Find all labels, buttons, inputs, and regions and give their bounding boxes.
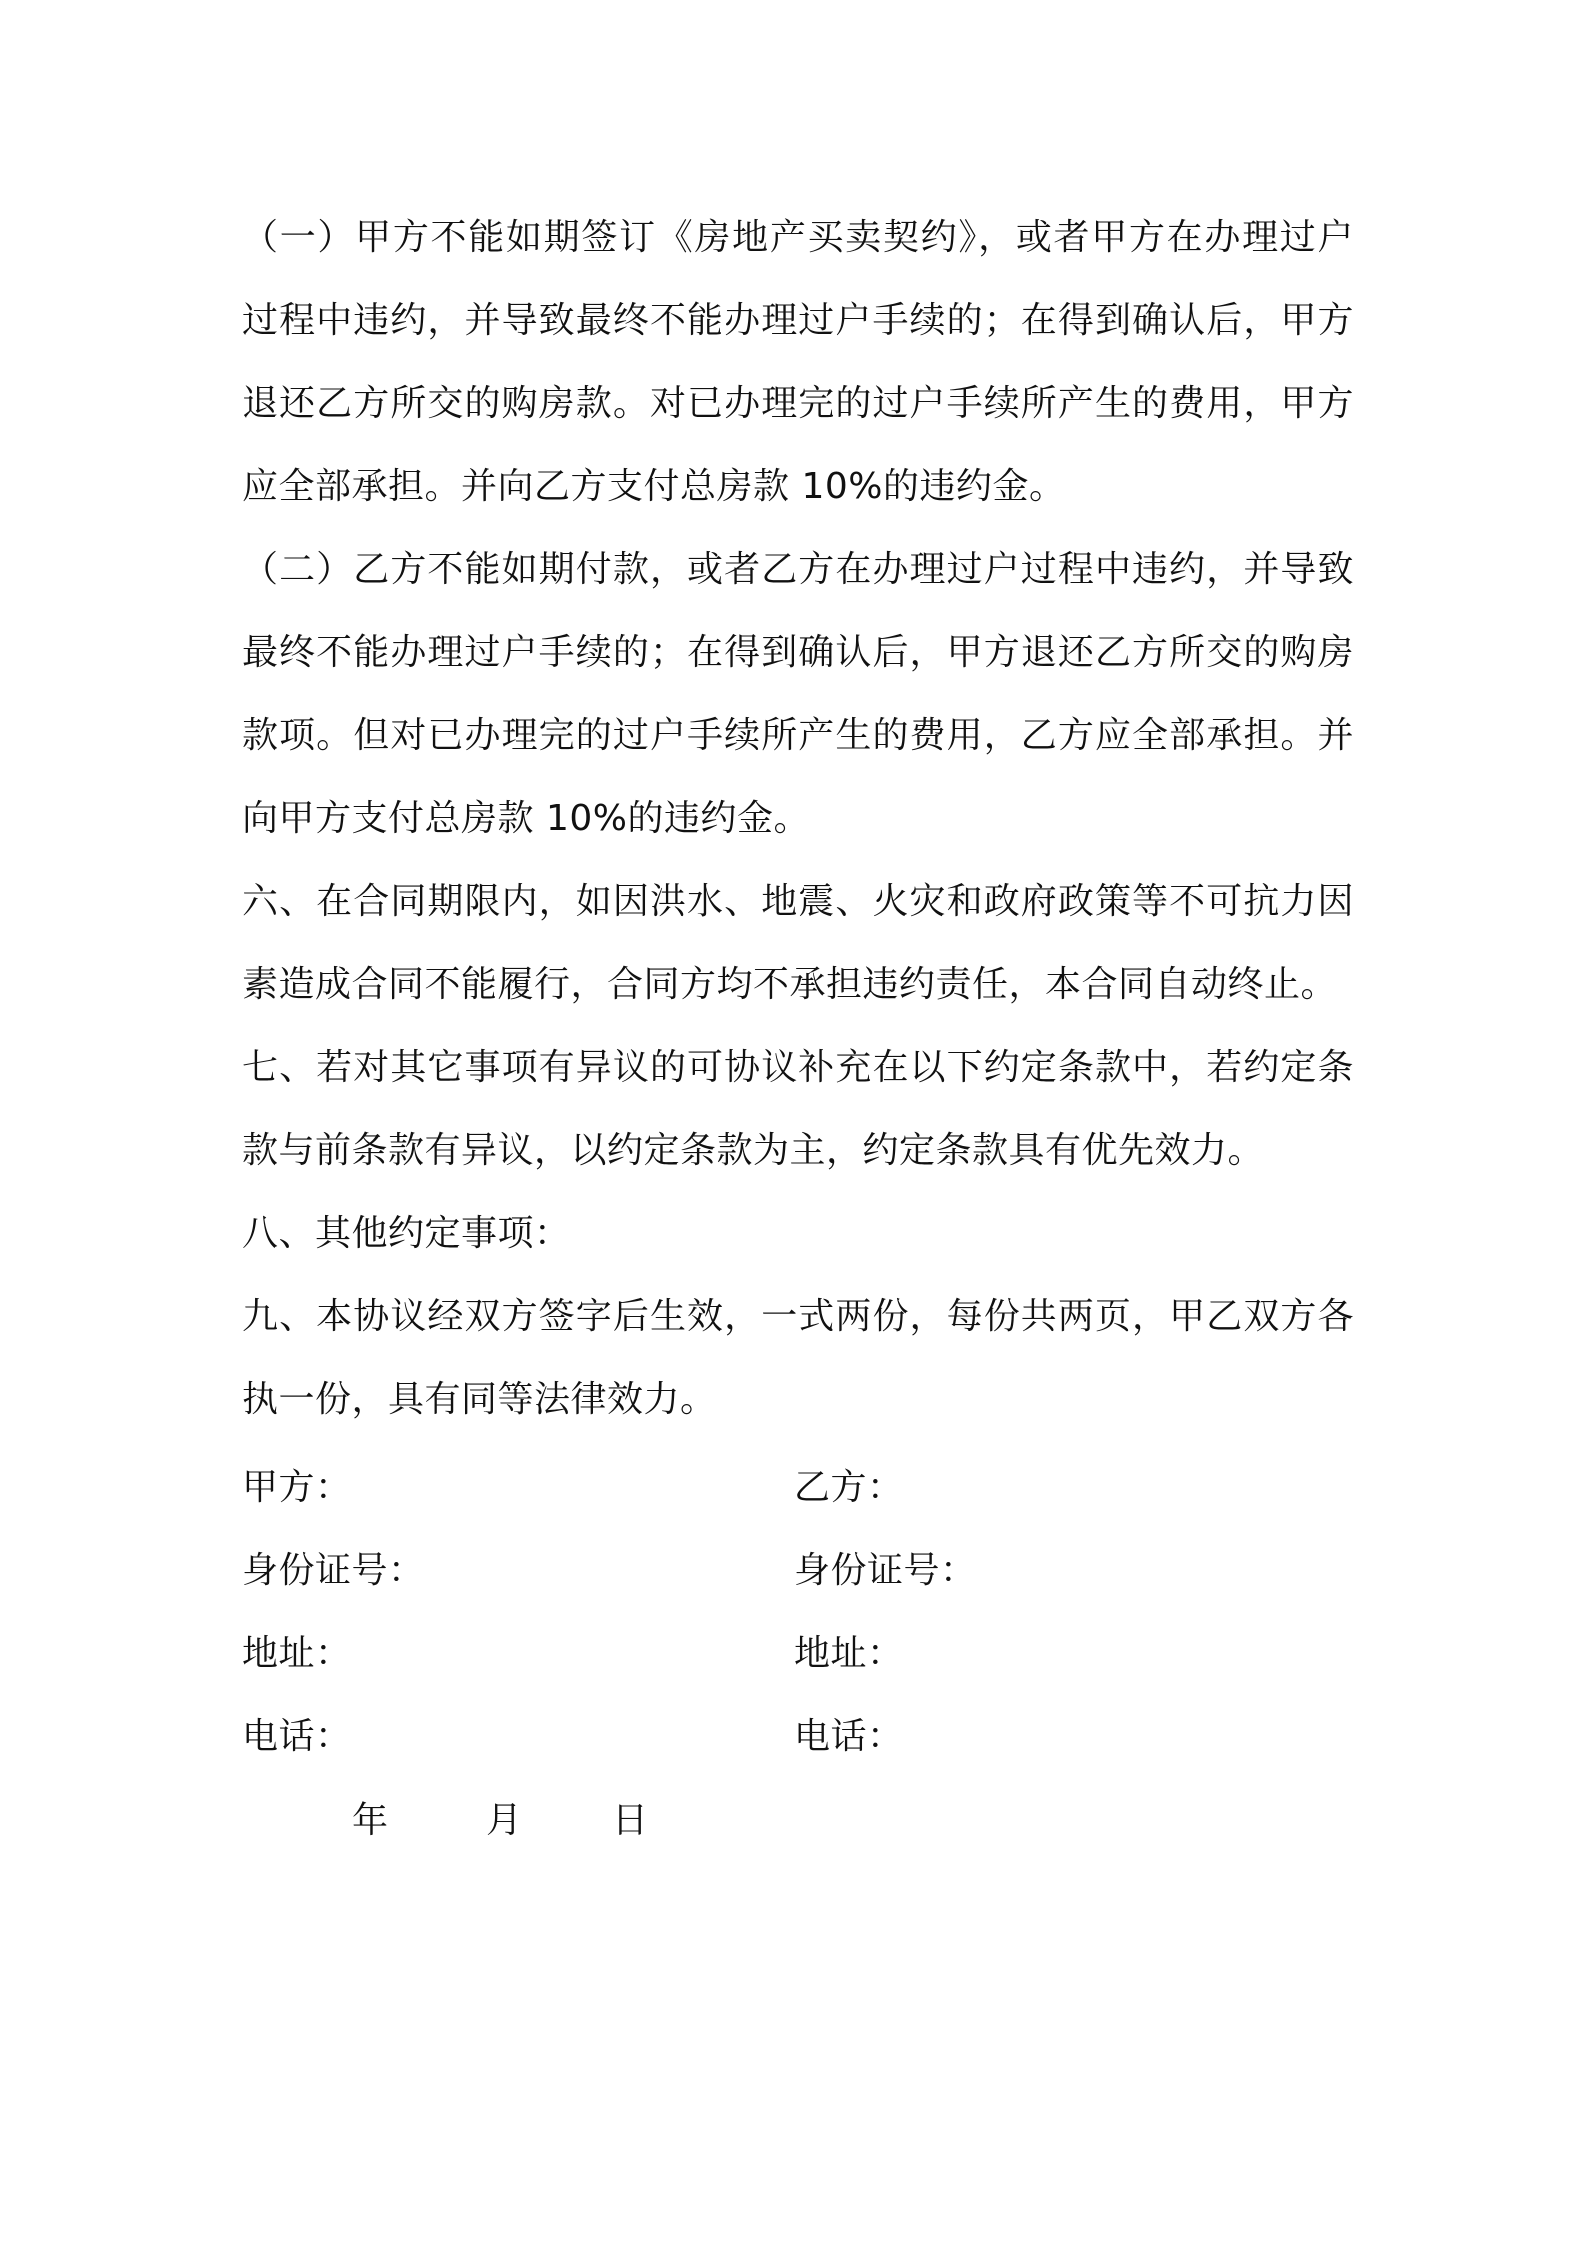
- signature-row-id: [242, 1529, 1354, 1612]
- contract-body: [242, 196, 1354, 1441]
- signing-date: [352, 1779, 672, 1862]
- party-a-id-label: 身份证号：: [242, 1550, 425, 1591]
- party-b-name-label: 乙方：: [794, 1467, 904, 1508]
- date-day-label: 日: [612, 1800, 649, 1841]
- party-b-id-label: 身份证号：: [794, 1550, 977, 1591]
- party-a-address-label: 地址：: [242, 1633, 352, 1674]
- party-b-phone-label: 电话：: [794, 1716, 904, 1757]
- date-month-label: 月: [486, 1800, 523, 1841]
- clause-eight-other-matters: 八、其他约定事项：: [242, 1213, 571, 1254]
- clause-seven-supplementary: 七、若对其它事项有异议的可协议补充在以下约定条款中，若约定条款与前条款有异议，以约定条款为主，约定条款具有优先效力。: [242, 1047, 1354, 1171]
- signature-row-phone: [242, 1695, 1354, 1778]
- clause-nine-effectiveness: 九、本协议经双方签字后生效，一式两份，每份共两页，甲乙双方各执一份，具有同等法律效力。: [242, 1296, 1354, 1420]
- date-year-label: 年: [352, 1800, 389, 1841]
- party-a-phone-label: 电话：: [242, 1716, 352, 1757]
- party-a-name-label: 甲方：: [242, 1467, 352, 1508]
- clause-breach-party-b: （二）乙方不能如期付款，或者乙方在办理过户过程中违约，并导致最终不能办理过户手续的；在得到确认后，甲方退还乙方所交的购房款项。但对已办理完的过户手续所产生的费用，乙方应全部承担。并向甲方支付总房款 10%的违约金。: [242, 549, 1354, 839]
- clause-breach-party-a: （一）甲方不能如期签订《房地产买卖契约》，或者甲方在办理过户过程中违约，并导致最终不能办理过户手续的；在得到确认后，甲方退还乙方所交的购房款。对已办理完的过户手续所产生的费用，甲方应全部承担。并向乙方支付总房款 10%的违约金。: [242, 217, 1354, 507]
- signature-row-name: [242, 1446, 1354, 1529]
- signature-block: [242, 1446, 1354, 1778]
- party-b-address-label: 地址：: [794, 1633, 904, 1674]
- clause-six-force-majeure: 六、在合同期限内，如因洪水、地震、火灾和政府政策等不可抗力因素造成合同不能履行，合同方均不承担违约责任，本合同自动终止。: [242, 881, 1354, 1005]
- signature-row-address: [242, 1612, 1354, 1695]
